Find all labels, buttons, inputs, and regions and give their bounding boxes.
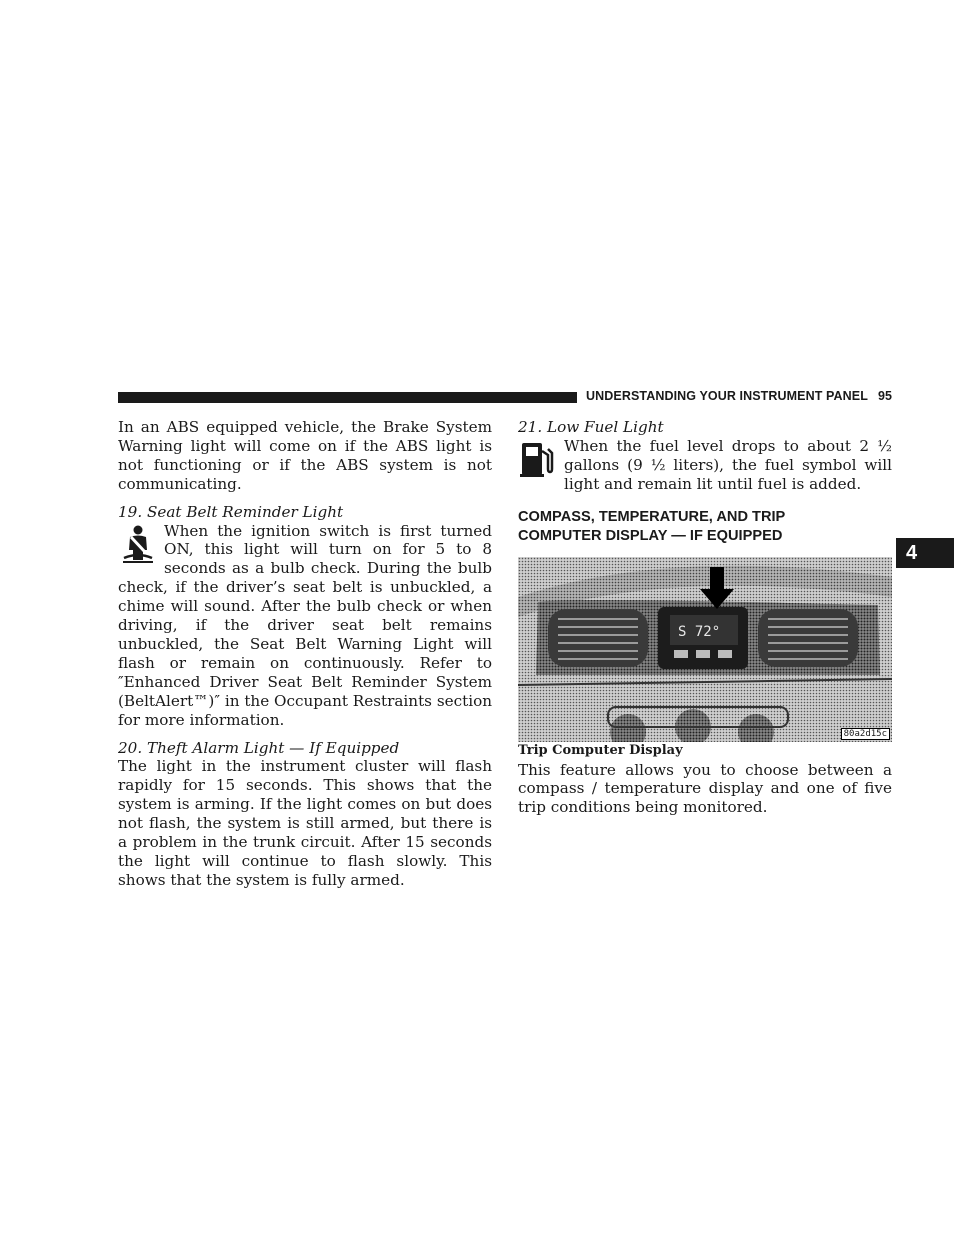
section-heading-line-1: COMPASS, TEMPERATURE, AND TRIP [518, 508, 786, 525]
figure-caption: Trip Computer Display [518, 742, 683, 758]
item-20-title: 20. Theft Alarm Light — If Equipped [118, 738, 400, 757]
item-19-body: When the ignition switch is first turned ON, this light will turn on for 5 to 8 seconds as a bulb check. During the bulb check, if the driver’s seat belt is unbuckled, a chime will sound. After the bulb check or when driving, if the driver seat belt remains unbuckled, the Seat Belt Warning Light will flash or remain on continuously. Refer to ″Enhanced Driver Seat Belt Reminder System (BeltAlert™)″ in the Occupant Restraints section for more information. [118, 521, 492, 729]
abs-paragraph: In an ABS equipped vehicle, the Brake System Warning light will come on if the ABS light is not functioning or if the ABS system is not communicating. [118, 418, 492, 493]
section-heading-line-2: COMPUTER DISPLAY — IF EQUIPPED [518, 527, 783, 544]
item-21-title: 21. Low Fuel Light [518, 418, 664, 436]
page-number: 95 [877, 389, 893, 403]
header-section-title: UNDERSTANDING YOUR INSTRUMENT PANEL [586, 389, 868, 403]
section-heading [518, 508, 892, 546]
item-21-body: When the fuel level drops to about 2 ½ gallons (9 ½ liters), the fuel symbol will light and remain lit until fuel is added. [564, 436, 892, 493]
feature-paragraph: This feature allows you to choose between a compass / temperature display and one of five trip conditions being monitored. [518, 760, 892, 817]
trip-computer-photo [518, 557, 892, 742]
fuel-pump-icon [518, 439, 558, 479]
display-readout: S 72° [678, 623, 721, 640]
item-20-body: The light in the instrument cluster will flash rapidly for 15 seconds. This shows that the system is arming. If the light comes on but does not flash, the system is still armed, but there is a problem in the trunk circuit. After 15 seconds the light will continue to flash slowly. This shows that the system is fully armed. [118, 757, 492, 889]
running-header [586, 389, 892, 403]
chapter-tab: 4 [896, 538, 954, 568]
item-19-title: 19. Seat Belt Reminder Light [118, 502, 344, 521]
right-column [518, 418, 892, 817]
left-column [118, 418, 492, 890]
seat-belt-icon [118, 524, 158, 564]
figure-code: 80a2d15c [841, 728, 890, 740]
header-rule [118, 392, 577, 403]
